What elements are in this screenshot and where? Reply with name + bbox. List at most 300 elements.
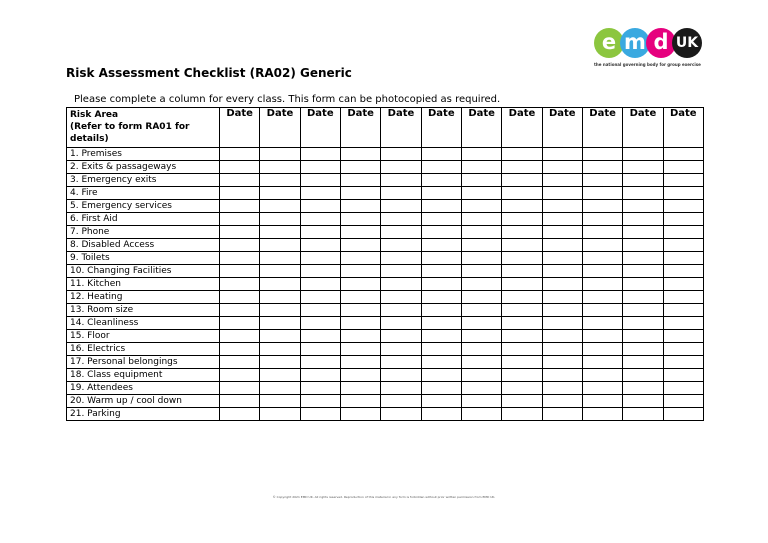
- date-entry-cell[interactable]: [260, 148, 300, 161]
- date-entry-cell[interactable]: [220, 187, 260, 200]
- date-entry-cell[interactable]: [663, 382, 703, 395]
- date-entry-cell[interactable]: [300, 291, 340, 304]
- date-entry-cell[interactable]: [623, 369, 663, 382]
- date-entry-cell[interactable]: [542, 369, 582, 382]
- date-entry-cell[interactable]: [340, 226, 380, 239]
- date-entry-cell[interactable]: [542, 304, 582, 317]
- date-entry-cell[interactable]: [220, 317, 260, 330]
- date-entry-cell[interactable]: [300, 148, 340, 161]
- date-entry-cell[interactable]: [260, 317, 300, 330]
- date-entry-cell[interactable]: [502, 213, 542, 226]
- date-entry-cell[interactable]: [421, 148, 461, 161]
- date-entry-cell[interactable]: [461, 226, 501, 239]
- date-entry-cell[interactable]: [542, 291, 582, 304]
- date-entry-cell[interactable]: [542, 226, 582, 239]
- date-entry-cell[interactable]: [502, 161, 542, 174]
- date-entry-cell[interactable]: [260, 395, 300, 408]
- table-row: [67, 356, 704, 369]
- date-entry-cell[interactable]: [260, 382, 300, 395]
- risk-area-cell: 6. First Aid: [67, 213, 220, 226]
- table-row: [67, 265, 704, 278]
- date-entry-cell[interactable]: [421, 226, 461, 239]
- date-entry-cell[interactable]: [461, 330, 501, 343]
- date-entry-cell[interactable]: [381, 174, 421, 187]
- date-entry-cell[interactable]: [260, 200, 300, 213]
- date-entry-cell[interactable]: [220, 252, 260, 265]
- date-column-header: Date: [663, 108, 703, 148]
- table-row: [67, 330, 704, 343]
- risk-area-header: [67, 108, 220, 148]
- date-entry-cell[interactable]: [300, 213, 340, 226]
- date-entry-cell[interactable]: [582, 265, 622, 278]
- date-entry-cell[interactable]: [461, 291, 501, 304]
- date-entry-cell[interactable]: [461, 369, 501, 382]
- date-entry-cell[interactable]: [461, 239, 501, 252]
- table-row: [67, 226, 704, 239]
- emd-uk-logo: [594, 26, 704, 70]
- date-entry-cell[interactable]: [421, 213, 461, 226]
- date-entry-cell[interactable]: [260, 161, 300, 174]
- table-row: [67, 278, 704, 291]
- logo-letter-circle: m: [620, 28, 650, 58]
- date-entry-cell[interactable]: [381, 382, 421, 395]
- date-entry-cell[interactable]: [502, 408, 542, 421]
- date-entry-cell[interactable]: [623, 161, 663, 174]
- date-entry-cell[interactable]: [663, 369, 703, 382]
- date-entry-cell[interactable]: [663, 408, 703, 421]
- date-entry-cell[interactable]: [461, 343, 501, 356]
- date-entry-cell[interactable]: [300, 174, 340, 187]
- date-entry-cell[interactable]: [502, 304, 542, 317]
- date-entry-cell[interactable]: [623, 304, 663, 317]
- date-entry-cell[interactable]: [260, 265, 300, 278]
- date-entry-cell[interactable]: [220, 369, 260, 382]
- table-row: [67, 174, 704, 187]
- date-entry-cell[interactable]: [582, 252, 622, 265]
- date-entry-cell[interactable]: [220, 239, 260, 252]
- date-entry-cell[interactable]: [421, 395, 461, 408]
- date-entry-cell[interactable]: [220, 200, 260, 213]
- date-entry-cell[interactable]: [582, 408, 622, 421]
- date-entry-cell[interactable]: [663, 252, 703, 265]
- date-entry-cell[interactable]: [623, 200, 663, 213]
- date-entry-cell[interactable]: [381, 304, 421, 317]
- date-entry-cell[interactable]: [300, 187, 340, 200]
- date-entry-cell[interactable]: [461, 317, 501, 330]
- date-entry-cell[interactable]: [663, 265, 703, 278]
- date-entry-cell[interactable]: [582, 291, 622, 304]
- date-entry-cell[interactable]: [623, 148, 663, 161]
- date-entry-cell[interactable]: [260, 369, 300, 382]
- date-entry-cell[interactable]: [623, 239, 663, 252]
- date-entry-cell[interactable]: [663, 148, 703, 161]
- logo-letter-circle: e: [594, 28, 624, 58]
- risk-area-cell: 15. Floor: [67, 330, 220, 343]
- risk-area-cell: 21. Parking: [67, 408, 220, 421]
- date-entry-cell[interactable]: [623, 213, 663, 226]
- date-entry-cell[interactable]: [421, 369, 461, 382]
- date-entry-cell[interactable]: [502, 278, 542, 291]
- date-entry-cell[interactable]: [663, 187, 703, 200]
- date-column-header: Date: [502, 108, 542, 148]
- date-entry-cell[interactable]: [502, 200, 542, 213]
- date-entry-cell[interactable]: [220, 278, 260, 291]
- date-entry-cell[interactable]: [623, 226, 663, 239]
- date-entry-cell[interactable]: [502, 369, 542, 382]
- date-entry-cell[interactable]: [421, 278, 461, 291]
- risk-area-cell: 17. Personal belongings: [67, 356, 220, 369]
- date-entry-cell[interactable]: [502, 265, 542, 278]
- date-entry-cell[interactable]: [542, 252, 582, 265]
- date-entry-cell[interactable]: [260, 252, 300, 265]
- date-entry-cell[interactable]: [300, 343, 340, 356]
- date-entry-cell[interactable]: [461, 265, 501, 278]
- date-entry-cell[interactable]: [220, 304, 260, 317]
- date-entry-cell[interactable]: [260, 291, 300, 304]
- date-column-header: Date: [340, 108, 380, 148]
- date-entry-cell[interactable]: [260, 408, 300, 421]
- date-entry-cell[interactable]: [663, 226, 703, 239]
- date-entry-cell[interactable]: [542, 174, 582, 187]
- date-entry-cell[interactable]: [542, 148, 582, 161]
- date-entry-cell[interactable]: [340, 356, 380, 369]
- date-entry-cell[interactable]: [381, 252, 421, 265]
- date-entry-cell[interactable]: [582, 213, 622, 226]
- date-entry-cell[interactable]: [421, 187, 461, 200]
- date-entry-cell[interactable]: [663, 356, 703, 369]
- date-entry-cell[interactable]: [300, 304, 340, 317]
- date-entry-cell[interactable]: [623, 174, 663, 187]
- date-entry-cell[interactable]: [421, 382, 461, 395]
- date-entry-cell[interactable]: [582, 343, 622, 356]
- logo-tagline: the national governing body for group exercise: [594, 62, 701, 67]
- copyright-footer: © Copyright 2021 EMD UK. All rights reserved. Reproduction of this material in any form is forbidden without prior written permission from EMD UK.: [272, 495, 496, 499]
- date-entry-cell[interactable]: [300, 356, 340, 369]
- date-entry-cell[interactable]: [461, 187, 501, 200]
- date-entry-cell[interactable]: [461, 148, 501, 161]
- risk-area-cell: 9. Toilets: [67, 252, 220, 265]
- date-entry-cell[interactable]: [300, 265, 340, 278]
- date-entry-cell[interactable]: [623, 356, 663, 369]
- date-entry-cell[interactable]: [300, 226, 340, 239]
- date-entry-cell[interactable]: [542, 382, 582, 395]
- risk-area-cell: 18. Class equipment: [67, 369, 220, 382]
- date-entry-cell[interactable]: [461, 395, 501, 408]
- date-entry-cell[interactable]: [542, 187, 582, 200]
- date-entry-cell[interactable]: [340, 148, 380, 161]
- date-entry-cell[interactable]: [340, 343, 380, 356]
- date-entry-cell[interactable]: [381, 265, 421, 278]
- date-entry-cell[interactable]: [220, 174, 260, 187]
- date-entry-cell[interactable]: [220, 148, 260, 161]
- date-entry-cell[interactable]: [220, 408, 260, 421]
- date-entry-cell[interactable]: [582, 200, 622, 213]
- date-entry-cell[interactable]: [260, 330, 300, 343]
- date-entry-cell[interactable]: [340, 369, 380, 382]
- date-entry-cell[interactable]: [663, 395, 703, 408]
- date-entry-cell[interactable]: [381, 330, 421, 343]
- date-entry-cell[interactable]: [300, 317, 340, 330]
- date-entry-cell[interactable]: [220, 356, 260, 369]
- date-entry-cell[interactable]: [421, 356, 461, 369]
- date-entry-cell[interactable]: [663, 174, 703, 187]
- date-entry-cell[interactable]: [260, 174, 300, 187]
- date-entry-cell[interactable]: [542, 161, 582, 174]
- date-entry-cell[interactable]: [381, 408, 421, 421]
- date-entry-cell[interactable]: [260, 187, 300, 200]
- date-entry-cell[interactable]: [663, 343, 703, 356]
- date-entry-cell[interactable]: [381, 187, 421, 200]
- date-entry-cell[interactable]: [340, 291, 380, 304]
- date-entry-cell[interactable]: [340, 161, 380, 174]
- date-entry-cell[interactable]: [340, 408, 380, 421]
- table-row: [67, 161, 704, 174]
- date-entry-cell[interactable]: [582, 278, 622, 291]
- date-entry-cell[interactable]: [260, 239, 300, 252]
- date-entry-cell[interactable]: [300, 382, 340, 395]
- table-row: [67, 304, 704, 317]
- date-entry-cell[interactable]: [542, 356, 582, 369]
- date-entry-cell[interactable]: [260, 213, 300, 226]
- date-entry-cell[interactable]: [502, 395, 542, 408]
- date-entry-cell[interactable]: [340, 174, 380, 187]
- date-entry-cell[interactable]: [300, 200, 340, 213]
- table-row: [67, 239, 704, 252]
- table-row: [67, 382, 704, 395]
- date-entry-cell[interactable]: [623, 265, 663, 278]
- table-row: [67, 369, 704, 382]
- date-entry-cell[interactable]: [340, 265, 380, 278]
- date-entry-cell[interactable]: [220, 213, 260, 226]
- date-entry-cell[interactable]: [220, 330, 260, 343]
- date-column-header: Date: [381, 108, 421, 148]
- date-entry-cell[interactable]: [582, 369, 622, 382]
- date-entry-cell[interactable]: [260, 304, 300, 317]
- logo-letter-circle: d: [646, 28, 676, 58]
- date-entry-cell[interactable]: [461, 356, 501, 369]
- date-entry-cell[interactable]: [421, 330, 461, 343]
- date-entry-cell[interactable]: [663, 239, 703, 252]
- table-row: [67, 395, 704, 408]
- date-entry-cell[interactable]: [300, 161, 340, 174]
- date-entry-cell[interactable]: [582, 148, 622, 161]
- date-entry-cell[interactable]: [663, 304, 703, 317]
- date-entry-cell[interactable]: [421, 317, 461, 330]
- date-entry-cell[interactable]: [502, 239, 542, 252]
- risk-area-cell: 16. Electrics: [67, 343, 220, 356]
- date-entry-cell[interactable]: [542, 408, 582, 421]
- date-entry-cell[interactable]: [381, 291, 421, 304]
- date-entry-cell[interactable]: [502, 148, 542, 161]
- date-entry-cell[interactable]: [220, 226, 260, 239]
- date-entry-cell[interactable]: [582, 395, 622, 408]
- date-entry-cell[interactable]: [582, 317, 622, 330]
- date-entry-cell[interactable]: [340, 395, 380, 408]
- date-entry-cell[interactable]: [582, 226, 622, 239]
- date-entry-cell[interactable]: [502, 226, 542, 239]
- date-entry-cell[interactable]: [663, 291, 703, 304]
- date-entry-cell[interactable]: [421, 174, 461, 187]
- date-entry-cell[interactable]: [582, 187, 622, 200]
- date-column-header: Date: [421, 108, 461, 148]
- date-entry-cell[interactable]: [421, 161, 461, 174]
- date-entry-cell[interactable]: [340, 239, 380, 252]
- date-entry-cell[interactable]: [502, 174, 542, 187]
- date-entry-cell[interactable]: [220, 265, 260, 278]
- table-body: [67, 148, 704, 421]
- date-entry-cell[interactable]: [502, 252, 542, 265]
- table-row: [67, 252, 704, 265]
- risk-area-cell: 13. Room size: [67, 304, 220, 317]
- date-entry-cell[interactable]: [623, 382, 663, 395]
- date-entry-cell[interactable]: [663, 330, 703, 343]
- page-title: Risk Assessment Checklist (RA02) Generic: [66, 66, 352, 80]
- date-entry-cell[interactable]: [461, 174, 501, 187]
- date-entry-cell[interactable]: [542, 200, 582, 213]
- date-entry-cell[interactable]: [542, 213, 582, 226]
- date-entry-cell[interactable]: [582, 330, 622, 343]
- table-row: [67, 200, 704, 213]
- date-entry-cell[interactable]: [502, 291, 542, 304]
- date-entry-cell[interactable]: [502, 317, 542, 330]
- date-entry-cell[interactable]: [421, 408, 461, 421]
- date-entry-cell[interactable]: [623, 187, 663, 200]
- date-entry-cell[interactable]: [461, 408, 501, 421]
- date-entry-cell[interactable]: [381, 356, 421, 369]
- risk-area-cell: 8. Disabled Access: [67, 239, 220, 252]
- date-entry-cell[interactable]: [421, 304, 461, 317]
- date-entry-cell[interactable]: [502, 187, 542, 200]
- date-entry-cell[interactable]: [542, 395, 582, 408]
- date-entry-cell[interactable]: [623, 317, 663, 330]
- date-entry-cell[interactable]: [461, 252, 501, 265]
- date-entry-cell[interactable]: [542, 278, 582, 291]
- date-entry-cell[interactable]: [623, 252, 663, 265]
- date-entry-cell[interactable]: [461, 278, 501, 291]
- date-entry-cell[interactable]: [582, 382, 622, 395]
- date-entry-cell[interactable]: [381, 343, 421, 356]
- date-entry-cell[interactable]: [260, 356, 300, 369]
- date-entry-cell[interactable]: [300, 408, 340, 421]
- date-entry-cell[interactable]: [421, 343, 461, 356]
- date-entry-cell[interactable]: [663, 317, 703, 330]
- date-entry-cell[interactable]: [260, 226, 300, 239]
- date-entry-cell[interactable]: [582, 174, 622, 187]
- date-entry-cell[interactable]: [300, 252, 340, 265]
- date-entry-cell[interactable]: [623, 330, 663, 343]
- risk-area-cell: 20. Warm up / cool down: [67, 395, 220, 408]
- date-entry-cell[interactable]: [421, 291, 461, 304]
- date-entry-cell[interactable]: [421, 265, 461, 278]
- date-entry-cell[interactable]: [340, 330, 380, 343]
- date-entry-cell[interactable]: [582, 304, 622, 317]
- date-entry-cell[interactable]: [381, 317, 421, 330]
- date-entry-cell[interactable]: [461, 304, 501, 317]
- date-entry-cell[interactable]: [340, 200, 380, 213]
- table-row: [67, 317, 704, 330]
- date-entry-cell[interactable]: [300, 395, 340, 408]
- date-entry-cell[interactable]: [220, 395, 260, 408]
- date-entry-cell[interactable]: [300, 278, 340, 291]
- date-entry-cell[interactable]: [421, 200, 461, 213]
- date-entry-cell[interactable]: [502, 343, 542, 356]
- date-entry-cell[interactable]: [461, 382, 501, 395]
- date-entry-cell[interactable]: [542, 343, 582, 356]
- date-entry-cell[interactable]: [381, 148, 421, 161]
- date-entry-cell[interactable]: [340, 278, 380, 291]
- date-entry-cell[interactable]: [220, 382, 260, 395]
- date-entry-cell[interactable]: [582, 239, 622, 252]
- table-header-row: [67, 108, 704, 148]
- date-entry-cell[interactable]: [381, 226, 421, 239]
- date-column-header: Date: [582, 108, 622, 148]
- date-entry-cell[interactable]: [542, 317, 582, 330]
- date-entry-cell[interactable]: [623, 278, 663, 291]
- date-entry-cell[interactable]: [220, 343, 260, 356]
- date-entry-cell[interactable]: [340, 187, 380, 200]
- date-entry-cell[interactable]: [340, 317, 380, 330]
- date-column-header: Date: [623, 108, 663, 148]
- date-entry-cell[interactable]: [260, 343, 300, 356]
- date-entry-cell[interactable]: [300, 369, 340, 382]
- date-entry-cell[interactable]: [340, 304, 380, 317]
- date-entry-cell[interactable]: [461, 200, 501, 213]
- date-entry-cell[interactable]: [381, 200, 421, 213]
- date-entry-cell[interactable]: [542, 265, 582, 278]
- date-entry-cell[interactable]: [340, 213, 380, 226]
- risk-area-cell: 12. Heating: [67, 291, 220, 304]
- date-entry-cell[interactable]: [461, 161, 501, 174]
- date-entry-cell[interactable]: [260, 278, 300, 291]
- date-entry-cell[interactable]: [421, 252, 461, 265]
- date-entry-cell[interactable]: [381, 239, 421, 252]
- date-entry-cell[interactable]: [623, 395, 663, 408]
- date-entry-cell[interactable]: [582, 161, 622, 174]
- date-entry-cell[interactable]: [340, 252, 380, 265]
- date-entry-cell[interactable]: [421, 239, 461, 252]
- date-entry-cell[interactable]: [623, 408, 663, 421]
- date-entry-cell[interactable]: [381, 395, 421, 408]
- date-entry-cell[interactable]: [663, 213, 703, 226]
- date-entry-cell[interactable]: [663, 200, 703, 213]
- date-entry-cell[interactable]: [502, 356, 542, 369]
- date-entry-cell[interactable]: [542, 239, 582, 252]
- date-entry-cell[interactable]: [663, 278, 703, 291]
- date-entry-cell[interactable]: [623, 291, 663, 304]
- date-entry-cell[interactable]: [623, 343, 663, 356]
- date-entry-cell[interactable]: [461, 213, 501, 226]
- date-entry-cell[interactable]: [381, 213, 421, 226]
- date-entry-cell[interactable]: [381, 369, 421, 382]
- date-entry-cell[interactable]: [220, 161, 260, 174]
- date-entry-cell[interactable]: [300, 330, 340, 343]
- date-column-header: Date: [260, 108, 300, 148]
- table-row: [67, 148, 704, 161]
- date-entry-cell[interactable]: [582, 356, 622, 369]
- date-entry-cell[interactable]: [381, 161, 421, 174]
- date-entry-cell[interactable]: [340, 382, 380, 395]
- date-entry-cell[interactable]: [502, 330, 542, 343]
- date-entry-cell[interactable]: [220, 291, 260, 304]
- date-entry-cell[interactable]: [663, 161, 703, 174]
- date-column-header: Date: [461, 108, 501, 148]
- date-entry-cell[interactable]: [502, 382, 542, 395]
- date-column-header: Date: [542, 108, 582, 148]
- risk-checklist-table: [66, 107, 704, 421]
- date-entry-cell[interactable]: [381, 278, 421, 291]
- date-entry-cell[interactable]: [542, 330, 582, 343]
- date-entry-cell[interactable]: [300, 239, 340, 252]
